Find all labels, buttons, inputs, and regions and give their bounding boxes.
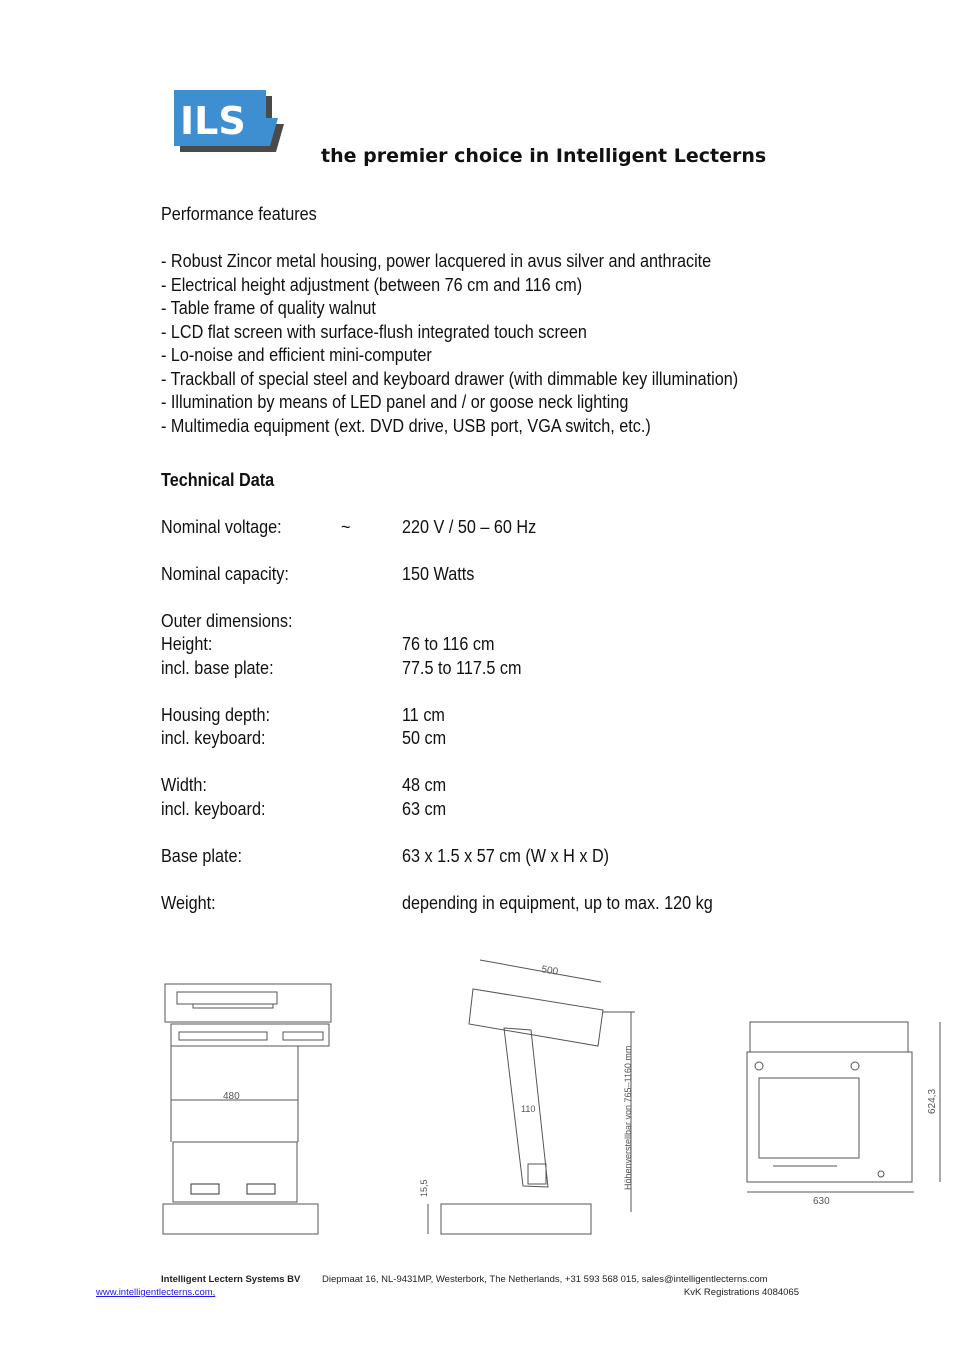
spec-value: 48 cm	[402, 775, 447, 795]
spec-value: 50 cm	[402, 728, 447, 748]
feature-item: - Multimedia equipment (ext. DVD drive, USB port, VGA switch, etc.)	[161, 415, 651, 436]
ils-logo	[172, 88, 288, 156]
back-height-label: 624,3	[927, 1088, 938, 1114]
spec-label: Base plate:	[161, 846, 243, 866]
feature-item: - Table frame of quality walnut	[161, 298, 376, 318]
feature-item: - Electrical height adjustment (between 76 cm and 116 cm)	[161, 274, 583, 295]
tagline: the premier choice in Intelligent Lecterns	[321, 145, 767, 167]
spec-symbol: ~	[341, 517, 351, 537]
side-height-note: Höhenverstellbar von 765–1160 mm	[623, 1045, 633, 1190]
footer-registration: KvK Registrations 4084065	[683, 1287, 799, 1298]
spec-value: depending in equipment, up to max. 120 kg	[402, 893, 713, 913]
feature-item: - Robust Zincor metal housing, power lacquered in avus silver and anthracite	[161, 251, 712, 271]
side-depth-label: 500	[540, 964, 559, 978]
spec-value: 63 x 1.5 x 57 cm (W x H x D)	[402, 846, 610, 866]
spec-label: Weight:	[161, 893, 216, 913]
logo-text: ILS	[180, 99, 246, 143]
spec-value: 63 cm	[402, 799, 447, 819]
spec-label: Nominal voltage:	[161, 517, 282, 537]
front-view-drawing	[163, 984, 331, 1234]
spec-label: Nominal capacity:	[161, 564, 289, 584]
feature-item: - Illumination by means of LED panel and / or goose neck lighting	[161, 392, 629, 412]
spec-value: 11 cm	[402, 705, 445, 725]
spec-label: Width:	[161, 775, 207, 795]
footer-website-link[interactable]: www.intelligentlecterns.com,	[96, 1287, 216, 1298]
spec-label: incl. base plate:	[161, 658, 274, 678]
front-width-label: 480	[223, 1091, 240, 1102]
technical-data-title: Technical Data	[161, 470, 275, 490]
spec-value: 220 V / 50 – 60 Hz	[402, 517, 537, 537]
spec-label: Height:	[161, 634, 213, 654]
footer-company: Intelligent Lectern Systems BV	[161, 1274, 301, 1285]
side-column-label: 110	[521, 1104, 536, 1114]
back-width-label: 630	[813, 1196, 830, 1207]
side-base-label: 15,5	[419, 1179, 429, 1197]
spec-label: incl. keyboard:	[161, 728, 266, 748]
spec-value: 76 to 116 cm	[402, 634, 495, 654]
feature-item: - Trackball of special steel and keyboard drawer (with dimmable key illumination)	[161, 368, 739, 389]
features-list	[161, 250, 738, 438]
feature-item: - Lo-noise and efficient mini-computer	[161, 345, 432, 365]
features-title: Performance features	[161, 204, 317, 224]
back-view-drawing	[747, 1022, 940, 1207]
spec-value: 150 Watts	[402, 564, 475, 584]
spec-label: Housing depth:	[161, 705, 270, 725]
feature-item: - LCD flat screen with surface-flush integrated touch screen	[161, 321, 587, 342]
side-view-drawing	[419, 960, 635, 1234]
spec-label: Outer dimensions:	[161, 611, 293, 631]
technical-drawings	[143, 942, 953, 1242]
spec-label: incl. keyboard:	[161, 799, 266, 819]
footer-address: Diepmaat 16, NL-9431MP, Westerbork, The Netherlands, +31 593 568 015, sales@intelligentlecterns.com	[322, 1274, 768, 1285]
spec-value: 77.5 to 117.5 cm	[402, 658, 522, 678]
